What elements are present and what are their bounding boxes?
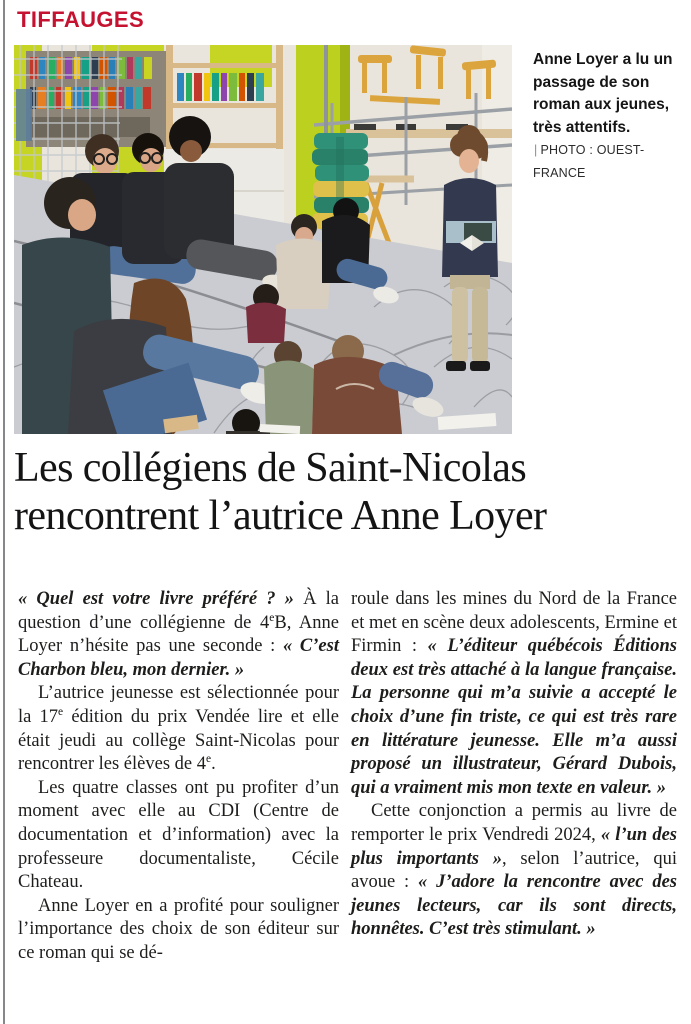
photo-caption bbox=[533, 49, 683, 184]
article-paragraph: « Quel est votre livre préféré ? » À la question d’une collégienne de 4eB, Anne Loyer n’hésite pas une seconde : « C’est Charbon bleu, mon dernier. » bbox=[18, 589, 339, 680]
article-column-left bbox=[18, 588, 339, 966]
caption-separator: | bbox=[534, 143, 538, 157]
section-kicker: TIFFAUGES bbox=[17, 7, 145, 32]
headline-line-2: rencontrent l’autrice Anne Loyer bbox=[14, 493, 547, 539]
article-paragraph: Cette conjonction a permis au livre de remporter le prix Vendredi 2024, « l’un des plus importants », selon l’autrice, qui avoue : « J’adore la rencontre avec des jeunes lecteurs, car ils sont directs, honnêtes. C’est très stimulant. » bbox=[351, 801, 678, 940]
article-paragraph: L’autrice jeunesse est sélectionnée pour la 17e édition du prix Vendée lire et elle était jeudi au collège Saint-Nicolas pour rencontrer les élèves de 4e. bbox=[18, 683, 339, 775]
photo-credit bbox=[533, 143, 644, 180]
article-column-right bbox=[351, 588, 677, 942]
photo-caption-text: Anne Loyer a lu un passage de son roman aux jeunes, très attentifs. bbox=[533, 51, 673, 136]
photo-credit-text: PHOTO : OUEST-FRANCE bbox=[533, 143, 645, 180]
article-paragraph: Les quatre classes ont pu profiter d’un moment avec elle au CDI (Centre de documentation et d’information) avec la professeure documentaliste, Cécile Chateau. bbox=[18, 777, 339, 893]
article-paragraph: Anne Loyer en a profité pour souligner l’importance des choix de son éditeur sur ce roman qui se dé- bbox=[18, 895, 339, 963]
article-photo bbox=[14, 45, 512, 434]
left-column-rule bbox=[3, 0, 5, 1024]
article-paragraph: roule dans les mines du Nord de la France et met en scène deux adolescents, Ermine et Firmin : « L’éditeur québécois Éditions deux est très attaché à la langue française. La personne qui m’a suivie a accepté le choix d’une fin triste, ce qui est très rare en littérature jeunesse. Elle m’a aussi proposé un illustrateur, Gérard Dubois, qui a vraiment mis mon texte en valeur. » bbox=[351, 589, 677, 798]
headline-line-1: Les collégiens de Saint-Nicolas bbox=[14, 445, 527, 491]
article-headline bbox=[14, 444, 686, 540]
